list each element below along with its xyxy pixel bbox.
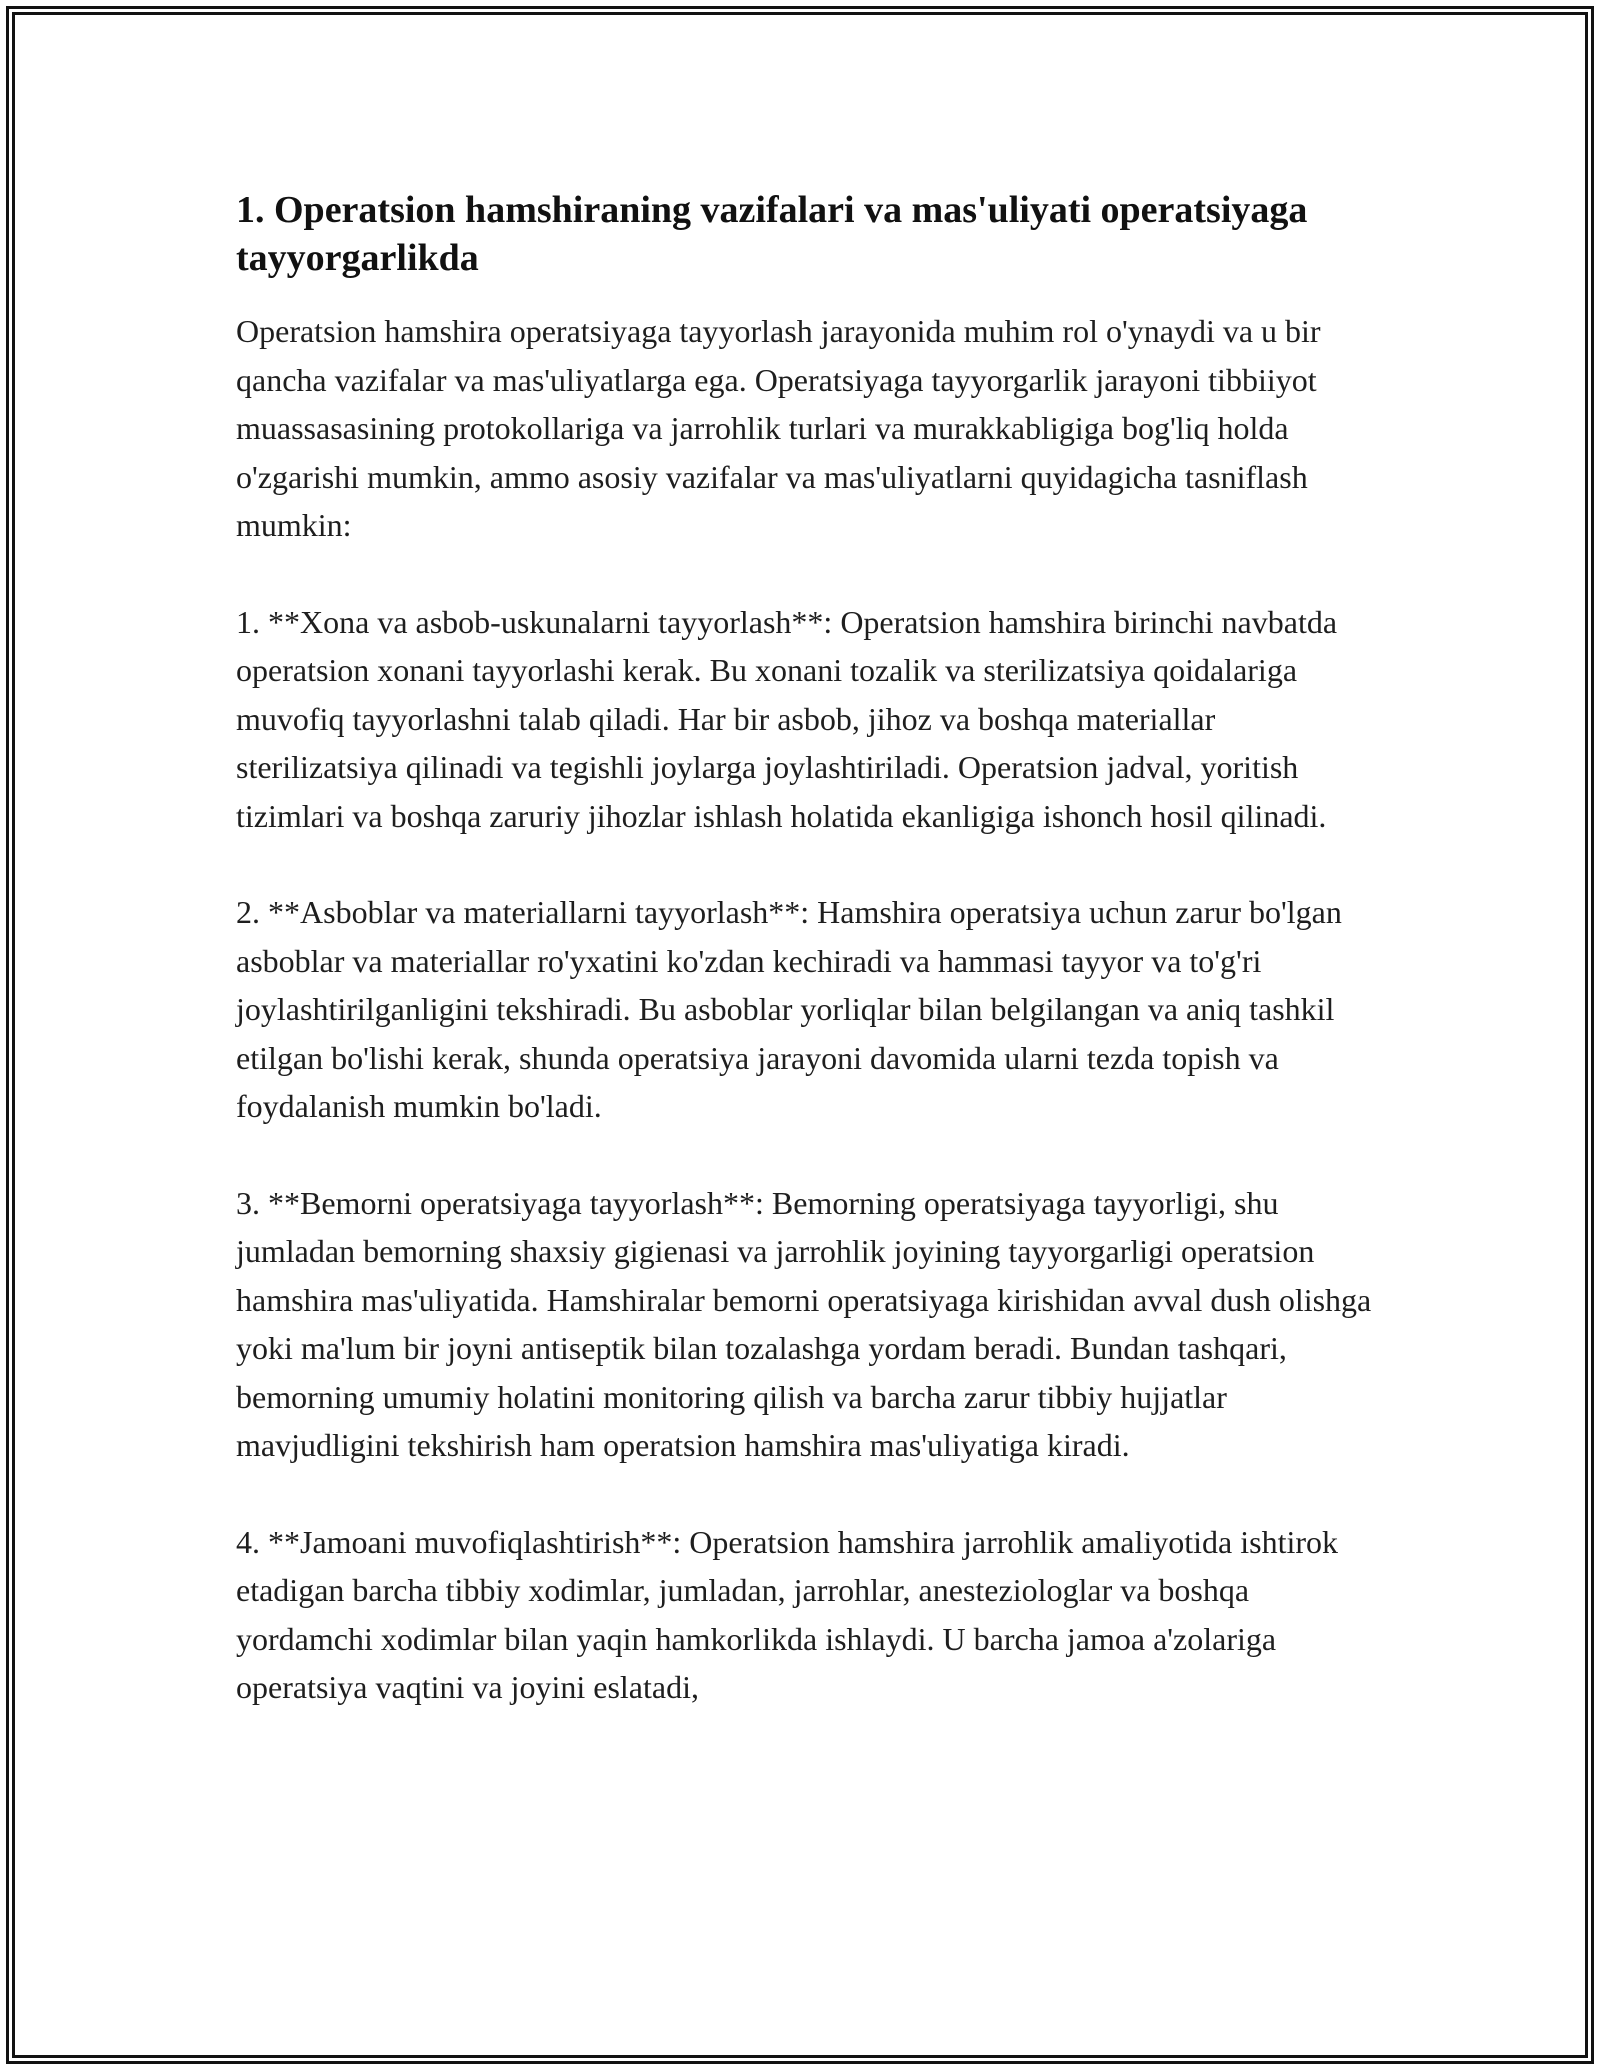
- document-body: [236, 186, 1376, 1760]
- list-item-team-coordination: 4. **Jamoani muvofiqlashtirish**: Operatsion hamshira jarrohlik amaliyotida ishtirok etadigan barcha tibbiy xodimlar, jumladan, jarrohlar, anesteziologlar va boshqa yordamchi xodimlar bilan yaqin hamkorlikda ishlaydi. U barcha jamoa a'zolariga operatsiya vaqtini va joyini eslatadi,: [236, 1523, 1339, 1705]
- section-heading: 1. Operatsion hamshiraning vazifalari va mas'uliyati operatsiyaga tayyorgarlikda: [236, 189, 1308, 279]
- list-item-room-preparation: 1. **Xona va asbob-uskunalarni tayyorlash**: Operatsion hamshira birinchi navbatda operatsion xonani tayyorlashi kerak. Bu xonani tozalik va sterilizatsiya qoidalariga muvofiq tayyorlashni talab qiladi. Har bir asbob, jihoz va boshqa materiallar sterilizatsiya qilinadi va tegishli joylarga joylashtiriladi. Operatsion jadval, yoritish tizimlari va boshqa zaruriy jihozlar ishlash holatida ekanligiga ishonch hosil qilinadi.: [236, 603, 1338, 834]
- list-item-patient-preparation: 3. **Bemorni operatsiyaga tayyorlash**: Bemorning operatsiyaga tayyorligi, shu jumladan bemorning shaxsiy gigienasi va jarrohlik joyining tayyorgarligi operatsion hamshira mas'uliyatida. Hamshiralar bemorni operatsiyaga kirishidan avval dush olishga yoki ma'lum bir joyni antiseptik bilan tozalashga yordam beradi. Bundan tashqari, bemorning umumiy holatini monitoring qilish va barcha zarur tibbiy hujjatlar mavjudligini tekshirish ham operatsion hamshira mas'uliyatiga kiradi.: [236, 1184, 1372, 1463]
- intro-paragraph: Operatsion hamshira operatsiyaga tayyorlash jarayonida muhim rol o'ynaydi va u bir qancha vazifalar va mas'uliyatlarga ega. Operatsiyaga tayyorgarlik jarayoni tibbiiyot muassasasining protokollariga va jarrohlik turlari va murakkabligiga bog'liq holda o'zgarishi mumkin, ammo asosiy vazifalar va mas'uliyatlarni quyidagicha tasniflash mumkin:: [236, 313, 1321, 543]
- list-item-instrument-preparation: 2. **Asboblar va materiallarni tayyorlash**: Hamshira operatsiya uchun zarur bo'lgan asboblar va materiallar ro'yxatini ko'zdan kechiradi va hammasi tayyor va to'g'ri joylashtirilganligini tekshiradi. Bu asboblar yorliqlar bilan belgilangan va aniq tashkil etilgan bo'lishi kerak, shunda operatsiya jarayoni davomida ularni tezda topish va foydalanish mumkin bo'ladi.: [236, 894, 1342, 1124]
